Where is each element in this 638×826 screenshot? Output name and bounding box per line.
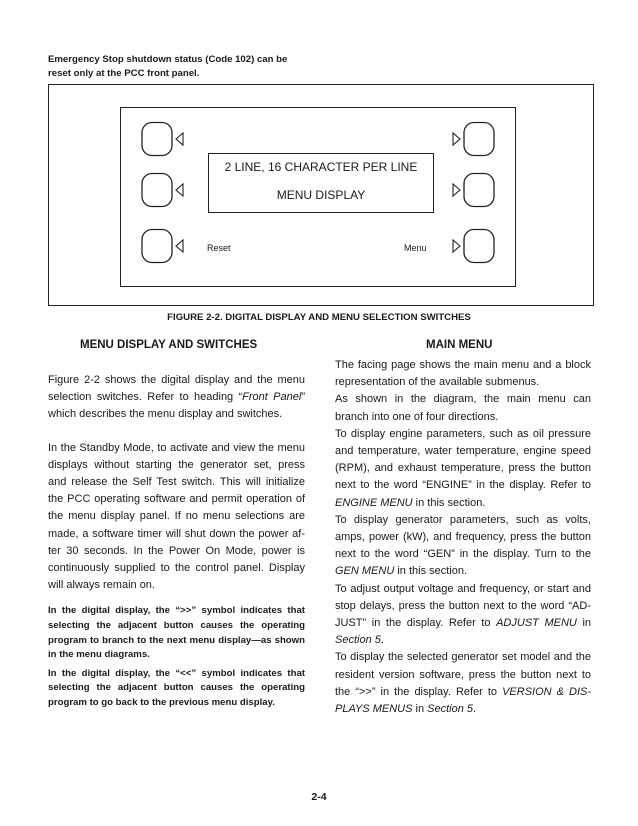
menu-button[interactable] bbox=[450, 228, 496, 264]
right-pointing-button-icon bbox=[450, 228, 496, 264]
lcd-display bbox=[208, 153, 434, 213]
text-span: To adjust output voltage and frequency, or start and stop delays, press the button next to the word “AD- JUST” in the display. Refer to bbox=[335, 582, 591, 630]
right-pointing-button-icon bbox=[450, 121, 496, 157]
text-span: in bbox=[576, 617, 592, 630]
right-paragraph-5 bbox=[335, 581, 591, 650]
section-reference: Section 5 bbox=[335, 634, 381, 647]
right-pointing-button-icon bbox=[450, 172, 496, 208]
right-heading: MAIN MENU bbox=[426, 339, 493, 351]
text-span: in this section. bbox=[412, 496, 486, 509]
left-pointing-button-icon bbox=[140, 172, 186, 208]
gen-menu-reference: GEN MENU bbox=[335, 565, 395, 578]
text-span: To display the selected generator set model and the resident version software, press the button next to the “>>” in the display. Refer to bbox=[335, 651, 591, 698]
left-pointing-button-icon bbox=[140, 121, 186, 157]
right-paragraph-3 bbox=[335, 426, 591, 512]
text-span: in this section. bbox=[394, 565, 468, 578]
text-span: To display generator parameters, such as volts, amps, power (kW), and frequency, press the button next to the word “GEN” in the display. Turn to the bbox=[335, 513, 591, 561]
page-number: 2-4 bbox=[311, 791, 327, 803]
right-paragraph-2: As shown in the diagram, the main menu can branch into one of four directions. bbox=[335, 393, 591, 423]
display-line-2: MENU DISPLAY bbox=[276, 188, 366, 202]
reset-label: Reset bbox=[207, 243, 231, 253]
left-paragraph-1 bbox=[48, 372, 305, 424]
figure-caption: FIGURE 2-2. DIGITAL DISPLAY AND MENU SELECTION SWITCHES bbox=[167, 312, 471, 323]
right-paragraph-1: The facing page shows the main menu and a block representation of the available submenus. bbox=[335, 359, 591, 389]
left-pointing-button-icon bbox=[140, 228, 186, 264]
left-middle-button[interactable] bbox=[140, 172, 186, 208]
text-span: in bbox=[412, 703, 428, 716]
text-span: . bbox=[473, 703, 477, 716]
display-line-1: 2 LINE, 16 CHARACTER PER LINE bbox=[224, 160, 418, 174]
version-displays-reference: VERSION & DIS- PLAYS MENUS bbox=[335, 685, 592, 716]
text-span: . bbox=[380, 634, 384, 647]
text-span: Figure 2-2 shows the digital display and the menu selection switches. Refer to heading “ bbox=[48, 374, 305, 404]
intro-line-1: Emergency Stop shutdown status (Code 102) can be bbox=[48, 54, 288, 65]
right-middle-button[interactable] bbox=[450, 172, 496, 208]
engine-menu-reference: ENGINE MENU bbox=[335, 496, 413, 509]
intro-line-2: reset only at the PCC front panel. bbox=[48, 68, 200, 79]
section-reference: Section 5 bbox=[427, 703, 473, 716]
adjust-menu-reference: ADJUST MENU bbox=[496, 617, 577, 630]
reset-button[interactable] bbox=[140, 228, 186, 264]
right-paragraph-4 bbox=[335, 512, 591, 581]
front-panel-reference: Front Panel bbox=[242, 391, 302, 404]
left-paragraph-2: In the Standby Mode, to activate and view the menu displays without starting the generator set, press and release the Self Test switch. This will initialize the PCC operating software and permit operation of the menu display panel. If no menu selections are made, a software timer will shut down the power af- ter 30 seconds. In the Power On Mode, power is continuously supplied to the control panel. Display will always remain on. bbox=[48, 441, 305, 592]
text-span: ” which describes the menu display and switches. bbox=[48, 391, 305, 421]
note-back-symbol: In the digital display, the “<<” symbol indicates that selecting the adjacent button causes the operating program to go back to the previous menu display. bbox=[48, 667, 305, 708]
intro-note bbox=[48, 53, 318, 81]
left-top-button[interactable] bbox=[140, 121, 186, 157]
right-paragraph-6 bbox=[335, 649, 591, 718]
left-heading: MENU DISPLAY AND SWITCHES bbox=[80, 339, 258, 351]
right-top-button[interactable] bbox=[450, 121, 496, 157]
left-column bbox=[48, 372, 305, 711]
note-forward-symbol: In the digital display, the “>>” symbol indicates that selecting the adjacent button causes the operating program to branch to the next menu display—as shown in the menu diagrams. bbox=[48, 605, 305, 661]
right-column bbox=[335, 357, 591, 718]
text-span: To display engine parameters, such as oil pressure and temperature, water temperature, engine speed (RPM), and exhaust temperature, press the button next to the word “ENGINE” in the display. Refer to bbox=[335, 427, 591, 492]
menu-label: Menu bbox=[404, 243, 427, 253]
